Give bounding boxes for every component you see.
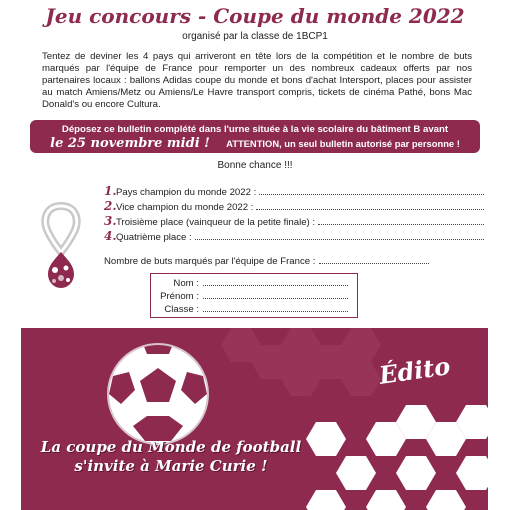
question-number: 3.	[104, 214, 117, 228]
edito-headline	[21, 438, 321, 476]
question-label: Vice champion du monde 2022 :	[116, 202, 254, 213]
answer-line[interactable]	[318, 216, 484, 225]
answer-line[interactable]	[259, 186, 484, 195]
banner-instructions: Déposez ce bulletin complété dans l'urne située à la vie scolaire du bâtiment B avant	[61, 124, 449, 135]
question-item	[104, 184, 484, 199]
deposit-banner	[30, 120, 480, 153]
headline-line2: s'invite à Marie Curie !	[74, 457, 268, 475]
question-number: 2.	[104, 199, 117, 213]
identity-row-prenom	[151, 290, 357, 303]
answer-line[interactable]	[256, 201, 484, 210]
identity-row-nom	[151, 277, 357, 290]
question-number: 1.	[104, 184, 117, 198]
question-label: Troisième place (vainqueur de la petite finale) :	[116, 217, 316, 228]
banner-line2	[30, 136, 480, 151]
identity-row-classe	[151, 303, 357, 316]
soccer-ball-icon	[108, 344, 208, 444]
page-subtitle: organisé par la classe de 1BCP1	[182, 31, 328, 42]
question-number: 4.	[104, 229, 117, 243]
page-title: Jeu concours - Coupe du monde 2022	[45, 4, 465, 28]
classe-field[interactable]	[203, 303, 348, 312]
intro-paragraph: Tentez de deviner les 4 pays qui arriveront en tête lors de la compétition et le nombre de buts marqués par l'équipe de France pour remporter un des nombreux cadeaux offerts par nos partenaires locaux : ballons Adidas coupe du monde et bons d'achat Intersport, places pour assister au match Amiens/Metz ou Amiens/Le Havre transport compris, tickets de cinéma Pathé, bons Mac Donald's ou encore Cultura.	[42, 51, 472, 110]
banner-warning: ATTENTION, un seul bulletin autorisé par personne !	[226, 138, 460, 149]
good-luck-text: Bonne chance !!!	[217, 160, 293, 171]
world-cup-logo-icon	[36, 202, 86, 299]
goals-question	[104, 255, 484, 267]
prenom-field[interactable]	[203, 290, 348, 299]
question-item	[104, 214, 484, 229]
goals-label: Nombre de buts marqués par l'équipe de France :	[104, 256, 316, 267]
nom-field[interactable]	[203, 277, 348, 286]
goals-answer-line[interactable]	[319, 255, 429, 264]
question-label: Quatrième place :	[116, 232, 192, 243]
headline-line1: La coupe du Monde de football	[40, 438, 302, 456]
classe-label: Classe :	[164, 304, 199, 315]
question-label: Pays champion du monde 2022 :	[116, 187, 257, 198]
identity-box	[150, 273, 358, 318]
question-list	[104, 184, 484, 244]
edito-section	[21, 328, 488, 510]
question-item	[104, 199, 484, 214]
nom-label: Nom :	[173, 278, 199, 289]
deadline-date: le 25 novembre midi !	[50, 136, 210, 151]
edito-title: Édito	[377, 351, 452, 390]
question-item	[104, 229, 484, 244]
answer-line[interactable]	[195, 231, 484, 240]
prenom-label: Prénom :	[160, 291, 199, 302]
